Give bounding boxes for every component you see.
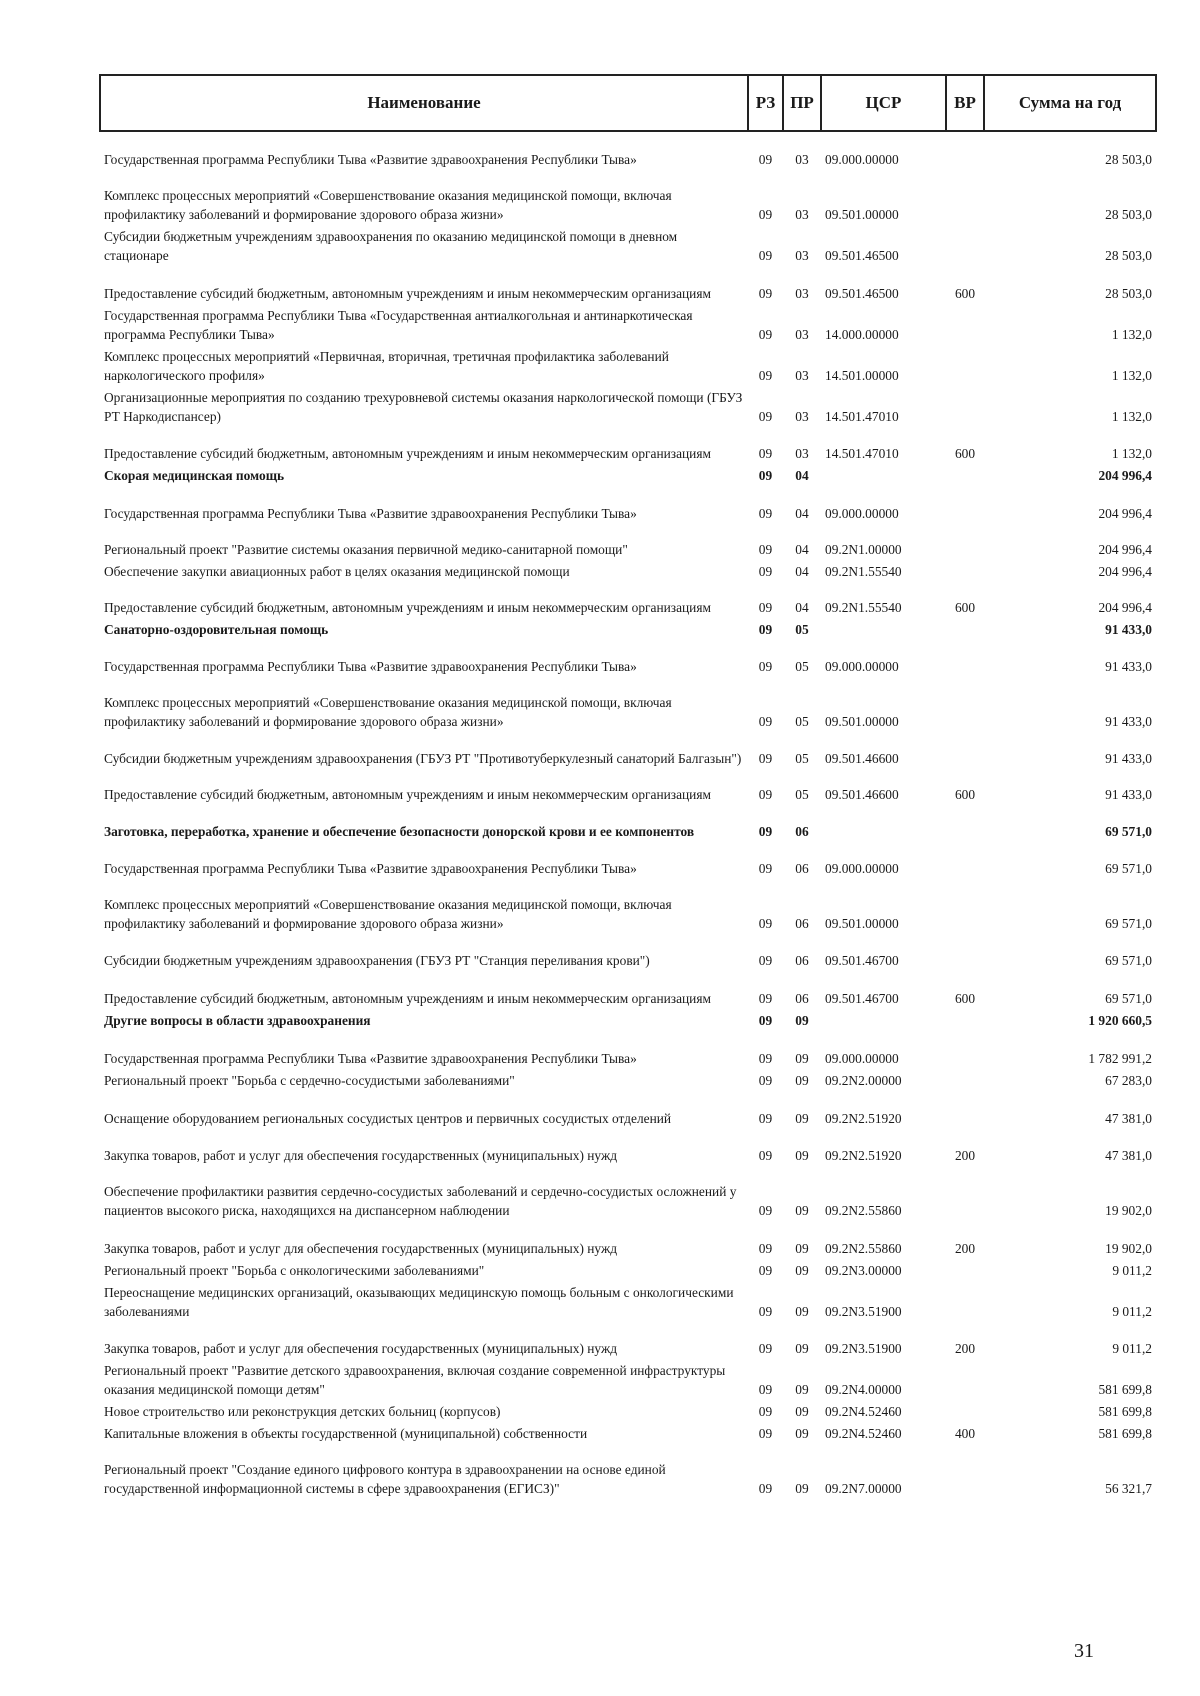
cell-vr: [946, 1282, 984, 1323]
cell-rz: 09: [758, 991, 773, 1006]
cell-csr: 14.501.47010: [825, 409, 899, 424]
header-pr: ПР: [783, 75, 821, 131]
cell-csr: [821, 1010, 946, 1032]
cell-vr: [946, 678, 984, 733]
cell-rz: 09: [758, 1426, 773, 1441]
cell-csr: 09.501.46600: [825, 787, 899, 802]
cell-csr: 09.2N1.55540: [825, 600, 902, 615]
table-row: [100, 387, 1156, 428]
cell-pr: 05: [795, 659, 809, 674]
cell-sum: 91 433,0: [1105, 751, 1152, 766]
cell-name: Обеспечение профилактики развития сердечно-сосудистых заболеваний и сердечно-сосудистых осложнений у пациентов высокого риска, находящихся на диспансерном наблюдении: [104, 1184, 737, 1218]
cell-pr: 09: [795, 1304, 809, 1319]
cell-pr: 09: [795, 1481, 809, 1496]
cell-vr: [946, 843, 984, 880]
cell-pr: 04: [795, 600, 809, 615]
cell-name: Субсидии бюджетным учреждениям здравоохранения (ГБУЗ РТ "Станция переливания крови"): [104, 953, 650, 968]
cell-name: Закупка товаров, работ и услуг для обеспечения государственных (муниципальных) нужд: [104, 1241, 618, 1256]
cell-rz: 09: [758, 714, 773, 729]
cell-vr: 600: [954, 787, 976, 802]
header-sum: Сумма на год: [984, 75, 1156, 131]
table-row: [100, 806, 1156, 843]
cell-pr: 09: [795, 1203, 809, 1218]
cell-rz: 09: [758, 286, 773, 301]
cell-vr: [946, 465, 984, 487]
cell-sum: 91 433,0: [1105, 659, 1152, 674]
table-row: [100, 561, 1156, 583]
cell-csr: 09.000.00000: [825, 506, 899, 521]
cell-sum: 9 011,2: [1112, 1341, 1152, 1356]
cell-sum: 69 571,0: [1105, 916, 1152, 931]
cell-vr: [946, 171, 984, 226]
cell-rz: 09: [758, 152, 773, 167]
cell-pr: 04: [795, 468, 809, 483]
table-row: [100, 1323, 1156, 1360]
cell-csr: 09.2N2.55860: [825, 1241, 902, 1256]
cell-rz: 09: [758, 1203, 773, 1218]
table-row: [100, 770, 1156, 806]
cell-rz: 09: [758, 409, 773, 424]
table-row: [100, 880, 1156, 935]
cell-name: Комплекс процессных мероприятий «Совершенствование оказания медицинской помощи, включая профилактику заболеваний и формирование здорового образа жизни»: [104, 695, 672, 729]
cell-csr: 09.2N4.52460: [825, 1426, 902, 1441]
cell-name: Региональный проект "Развитие детского здравоохранения, включая создание современной инфраструктуры оказания медицинской помощи детям": [104, 1363, 726, 1397]
cell-sum: 581 699,8: [1098, 1382, 1152, 1397]
cell-pr: 03: [795, 152, 809, 167]
cell-csr: 14.501.47010: [825, 446, 899, 461]
header-csr: ЦСР: [821, 75, 946, 131]
cell-csr: 09.2N3.51900: [825, 1304, 902, 1319]
cell-vr: [946, 346, 984, 387]
cell-vr: [946, 487, 984, 525]
cell-rz: 09: [758, 787, 773, 802]
cell-pr: 09: [795, 1426, 809, 1441]
table-row: [100, 583, 1156, 619]
cell-vr: [946, 619, 984, 641]
cell-name: Государственная программа Республики Тыва «Развитие здравоохранения Республики Тыва»: [104, 861, 637, 876]
cell-csr: 09.501.46700: [825, 953, 899, 968]
cell-rz: 09: [758, 1404, 773, 1419]
table-row: [100, 641, 1156, 678]
table-row: [100, 1167, 1156, 1222]
table-header: [100, 75, 1156, 131]
cell-csr: 09.000.00000: [825, 659, 899, 674]
cell-rz: 09: [758, 659, 773, 674]
table-row: [100, 733, 1156, 770]
cell-name: Капитальные вложения в объекты государственной (муниципальной) собственности: [104, 1426, 588, 1441]
table-row: [100, 525, 1156, 561]
cell-sum: 69 571,0: [1105, 824, 1152, 839]
cell-csr: 09.2N4.00000: [825, 1382, 902, 1397]
cell-sum: 91 433,0: [1105, 622, 1152, 637]
cell-pr: 09: [795, 1111, 809, 1126]
cell-sum: 9 011,2: [1112, 1304, 1152, 1319]
cell-rz: 09: [758, 861, 773, 876]
cell-csr: 09.2N2.51920: [825, 1111, 902, 1126]
cell-pr: 09: [795, 1382, 809, 1397]
cell-csr: 09.2N2.51920: [825, 1148, 902, 1163]
cell-vr: [946, 1260, 984, 1282]
cell-vr: 200: [954, 1148, 976, 1163]
cell-csr: 14.501.00000: [825, 368, 899, 383]
cell-vr: 600: [954, 991, 976, 1006]
cell-csr: 09.2N1.00000: [825, 542, 902, 557]
cell-rz: 09: [758, 1111, 773, 1126]
cell-rz: 09: [758, 327, 773, 342]
cell-name: Субсидии бюджетным учреждениям здравоохранения по оказанию медицинской помощи в дневном стационаре: [104, 229, 678, 263]
cell-rz: 09: [758, 207, 773, 222]
cell-sum: 56 321,7: [1105, 1481, 1152, 1496]
cell-vr: [946, 1445, 984, 1500]
cell-rz: 09: [758, 564, 773, 579]
cell-vr: [946, 131, 984, 171]
cell-csr: 09.501.46600: [825, 751, 899, 766]
table-row: [100, 1423, 1156, 1445]
cell-pr: 06: [795, 991, 809, 1006]
cell-rz: 09: [758, 368, 773, 383]
cell-pr: 06: [795, 824, 809, 839]
table-row: [100, 346, 1156, 387]
cell-rz: 09: [758, 1073, 773, 1088]
cell-vr: 600: [954, 446, 976, 461]
table-row: [100, 171, 1156, 226]
cell-rz: 09: [758, 446, 773, 461]
cell-name: Государственная программа Республики Тыва «Развитие здравоохранения Республики Тыва»: [104, 152, 637, 167]
cell-sum: 204 996,4: [1098, 506, 1152, 521]
cell-csr: [821, 619, 946, 641]
cell-name: Государственная программа Республики Тыва «Развитие здравоохранения Республики Тыва»: [104, 506, 637, 521]
cell-sum: 69 571,0: [1105, 953, 1152, 968]
cell-sum: 1 132,0: [1111, 327, 1152, 342]
cell-vr: [946, 641, 984, 678]
cell-sum: 28 503,0: [1105, 152, 1152, 167]
table-row: [100, 305, 1156, 346]
cell-sum: 1 920 660,5: [1088, 1013, 1152, 1028]
cell-sum: 19 902,0: [1105, 1203, 1152, 1218]
cell-pr: 03: [795, 409, 809, 424]
cell-vr: 200: [954, 1341, 976, 1356]
table-row: [100, 935, 1156, 972]
cell-sum: 47 381,0: [1105, 1148, 1152, 1163]
table-row: [100, 1360, 1156, 1401]
cell-sum: 91 433,0: [1105, 714, 1152, 729]
cell-name: Обеспечение закупки авиационных работ в целях оказания медицинской помощи: [104, 564, 570, 579]
cell-csr: 09.501.00000: [825, 714, 899, 729]
cell-pr: 03: [795, 368, 809, 383]
cell-vr: 400: [954, 1426, 976, 1441]
cell-sum: 28 503,0: [1105, 286, 1152, 301]
table-row: [100, 1282, 1156, 1323]
cell-sum: 1 132,0: [1111, 409, 1152, 424]
table-row: [100, 1092, 1156, 1130]
cell-pr: 06: [795, 953, 809, 968]
cell-pr: 09: [795, 1013, 809, 1028]
cell-csr: 14.000.00000: [825, 327, 899, 342]
cell-sum: 1 132,0: [1111, 446, 1152, 461]
cell-pr: 05: [795, 622, 809, 637]
table-row: [100, 619, 1156, 641]
cell-csr: 09.2N7.00000: [825, 1481, 902, 1496]
cell-pr: 04: [795, 542, 809, 557]
cell-rz: 09: [758, 953, 773, 968]
cell-name: Предоставление субсидий бюджетным, автономным учреждениям и иным некоммерческим организациям: [104, 446, 711, 461]
cell-vr: [946, 1070, 984, 1092]
cell-vr: [946, 880, 984, 935]
cell-csr: 09.000.00000: [825, 861, 899, 876]
cell-rz: 09: [758, 1481, 773, 1496]
cell-sum: 204 996,4: [1098, 564, 1152, 579]
cell-name: Субсидии бюджетным учреждениям здравоохранения (ГБУЗ РТ "Противотуберкулезный санаторий Балгазын"): [104, 751, 742, 766]
cell-name: Предоставление субсидий бюджетным, автономным учреждениям и иным некоммерческим организациям: [104, 787, 711, 802]
cell-csr: 09.501.46700: [825, 991, 899, 1006]
table-row: [100, 487, 1156, 525]
table-row: [100, 678, 1156, 733]
cell-csr: 09.2N2.00000: [825, 1073, 902, 1088]
cell-sum: 28 503,0: [1105, 207, 1152, 222]
cell-rz: 09: [758, 751, 773, 766]
cell-sum: 47 381,0: [1105, 1111, 1152, 1126]
cell-pr: 09: [795, 1241, 809, 1256]
cell-csr: 09.000.00000: [825, 152, 899, 167]
cell-vr: [946, 1360, 984, 1401]
cell-name: Региональный проект "Создание единого цифрового контура в здравоохранении на основе единой государственной информационной системы в сфере здравоохранения (ЕГИСЗ)": [104, 1462, 666, 1496]
cell-sum: 28 503,0: [1105, 248, 1152, 263]
cell-vr: [946, 525, 984, 561]
cell-sum: 204 996,4: [1098, 542, 1152, 557]
cell-pr: 03: [795, 207, 809, 222]
cell-sum: 204 996,4: [1098, 600, 1152, 615]
cell-pr: 05: [795, 787, 809, 802]
cell-name: Комплекс процессных мероприятий «Первичная, вторичная, третичная профилактика заболеваний наркологического профиля»: [104, 349, 669, 383]
cell-pr: 03: [795, 446, 809, 461]
cell-sum: 1 132,0: [1111, 368, 1152, 383]
cell-rz: 09: [758, 824, 773, 839]
cell-pr: 03: [795, 327, 809, 342]
cell-vr: [946, 806, 984, 843]
cell-vr: [946, 1401, 984, 1423]
cell-name: Государственная программа Республики Тыва «Развитие здравоохранения Республики Тыва»: [104, 659, 637, 674]
cell-csr: 09.501.46500: [825, 286, 899, 301]
cell-name: Государственная программа Республики Тыва «Развитие здравоохранения Республики Тыва»: [104, 1051, 637, 1066]
cell-vr: [946, 935, 984, 972]
cell-vr: 600: [954, 286, 976, 301]
cell-pr: 03: [795, 286, 809, 301]
table-row: [100, 1222, 1156, 1260]
cell-name: Заготовка, переработка, хранение и обеспечение безопасности донорской крови и ее компонентов: [104, 824, 695, 839]
table-row: [100, 226, 1156, 267]
cell-rz: 09: [758, 1304, 773, 1319]
cell-name: Государственная программа Республики Тыва «Государственная антиалкогольная и антинаркотическая программа Республики Тыва»: [104, 308, 693, 342]
table-row: [100, 1401, 1156, 1423]
cell-vr: [946, 226, 984, 267]
cell-sum: 9 011,2: [1112, 1263, 1152, 1278]
cell-vr: [946, 1167, 984, 1222]
cell-name: Новое строительство или реконструкция детских больниц (корпусов): [104, 1404, 501, 1419]
cell-vr: [946, 1010, 984, 1032]
cell-name: Предоставление субсидий бюджетным, автономным учреждениям и иным некоммерческим организациям: [104, 600, 711, 615]
table-row: [100, 843, 1156, 880]
cell-sum: 69 571,0: [1105, 861, 1152, 876]
cell-sum: 67 283,0: [1105, 1073, 1152, 1088]
cell-rz: 09: [758, 916, 773, 931]
table-row: [100, 1010, 1156, 1032]
table-row: [100, 131, 1156, 171]
cell-vr: [946, 305, 984, 346]
cell-vr: [946, 733, 984, 770]
cell-sum: 581 699,8: [1098, 1426, 1152, 1441]
cell-name: Региональный проект "Развитие системы оказания первичной медико-санитарной помощи": [104, 542, 628, 557]
cell-name: Комплекс процессных мероприятий «Совершенствование оказания медицинской помощи, включая профилактику заболеваний и формирование здорового образа жизни»: [104, 188, 672, 222]
cell-rz: 09: [758, 542, 773, 557]
cell-sum: 19 902,0: [1105, 1241, 1152, 1256]
cell-name: Предоставление субсидий бюджетным, автономным учреждениям и иным некоммерческим организациям: [104, 286, 711, 301]
table-row: [100, 1445, 1156, 1500]
header-vr: ВР: [946, 75, 984, 131]
cell-name: Организационные мероприятия по созданию трехуровневой системы оказания наркологической помощи (ГБУЗ РТ Наркодиспансер): [104, 390, 743, 424]
cell-pr: 09: [795, 1148, 809, 1163]
cell-rz: 09: [758, 468, 773, 483]
cell-rz: 09: [758, 600, 773, 615]
cell-sum: 91 433,0: [1105, 787, 1152, 802]
cell-pr: 05: [795, 751, 809, 766]
cell-sum: 581 699,8: [1098, 1404, 1152, 1419]
header-name: Наименование: [100, 75, 748, 131]
cell-csr: 09.2N3.51900: [825, 1341, 902, 1356]
cell-rz: 09: [758, 1341, 773, 1356]
cell-sum: 204 996,4: [1098, 468, 1152, 483]
table-row: [100, 1070, 1156, 1092]
cell-pr: 09: [795, 1073, 809, 1088]
header-row: [100, 75, 1156, 131]
cell-csr: 09.501.46500: [825, 248, 899, 263]
cell-sum: 69 571,0: [1105, 991, 1152, 1006]
cell-csr: 09.501.00000: [825, 207, 899, 222]
table-row: [100, 267, 1156, 305]
cell-csr: 09.501.00000: [825, 916, 899, 931]
cell-name: Оснащение оборудованием региональных сосудистых центров и первичных сосудистых отделений: [104, 1111, 672, 1126]
cell-name: Санаторно-оздоровительная помощь: [104, 622, 329, 637]
cell-vr: [946, 1092, 984, 1130]
cell-pr: 05: [795, 714, 809, 729]
table-row: [100, 972, 1156, 1010]
page-number: 31: [1074, 1640, 1094, 1662]
cell-name: Региональный проект "Борьба с онкологическими заболеваниями": [104, 1263, 485, 1278]
cell-rz: 09: [758, 1382, 773, 1397]
cell-pr: 06: [795, 861, 809, 876]
cell-rz: 09: [758, 506, 773, 521]
cell-csr: [821, 465, 946, 487]
table-row: [100, 428, 1156, 465]
cell-pr: 03: [795, 248, 809, 263]
cell-pr: 04: [795, 564, 809, 579]
cell-vr: 200: [954, 1241, 976, 1256]
cell-vr: [946, 561, 984, 583]
cell-vr: [946, 1032, 984, 1070]
cell-name: Другие вопросы в области здравоохранения: [104, 1013, 371, 1028]
table-row: [100, 1130, 1156, 1167]
budget-table: [99, 74, 1157, 1500]
table-row: [100, 1260, 1156, 1282]
cell-rz: 09: [758, 1241, 773, 1256]
cell-sum: 1 782 991,2: [1088, 1051, 1152, 1066]
cell-vr: 600: [954, 600, 976, 615]
cell-pr: 04: [795, 506, 809, 521]
cell-name: Переоснащение медицинских организаций, оказывающих медицинскую помощь больным с онкологическими заболеваниями: [104, 1285, 734, 1319]
cell-vr: [946, 387, 984, 428]
cell-pr: 09: [795, 1263, 809, 1278]
cell-pr: 09: [795, 1051, 809, 1066]
header-rz: РЗ: [748, 75, 783, 131]
table-row: [100, 465, 1156, 487]
cell-csr: 09.2N1.55540: [825, 564, 902, 579]
cell-csr: 09.2N4.52460: [825, 1404, 902, 1419]
cell-rz: 09: [758, 1148, 773, 1163]
cell-name: Предоставление субсидий бюджетным, автономным учреждениям и иным некоммерческим организациям: [104, 991, 711, 1006]
cell-pr: 06: [795, 916, 809, 931]
cell-rz: 09: [758, 1051, 773, 1066]
table-body: [100, 131, 1156, 1500]
cell-name: Скорая медицинская помощь: [104, 468, 285, 483]
cell-rz: 09: [758, 248, 773, 263]
cell-pr: 09: [795, 1404, 809, 1419]
cell-name: Закупка товаров, работ и услуг для обеспечения государственных (муниципальных) нужд: [104, 1148, 618, 1163]
table-row: [100, 1032, 1156, 1070]
cell-rz: 09: [758, 1013, 773, 1028]
cell-csr: 09.2N2.55860: [825, 1203, 902, 1218]
cell-pr: 09: [795, 1341, 809, 1356]
cell-rz: 09: [758, 1263, 773, 1278]
cell-name: Региональный проект "Борьба с сердечно-сосудистыми заболеваниями": [104, 1073, 515, 1088]
cell-csr: 09.2N3.00000: [825, 1263, 902, 1278]
cell-csr: [821, 806, 946, 843]
cell-csr: 09.000.00000: [825, 1051, 899, 1066]
cell-name: Комплекс процессных мероприятий «Совершенствование оказания медицинской помощи, включая профилактику заболеваний и формирование здорового образа жизни»: [104, 897, 672, 931]
cell-rz: 09: [758, 622, 773, 637]
cell-name: Закупка товаров, работ и услуг для обеспечения государственных (муниципальных) нужд: [104, 1341, 618, 1356]
